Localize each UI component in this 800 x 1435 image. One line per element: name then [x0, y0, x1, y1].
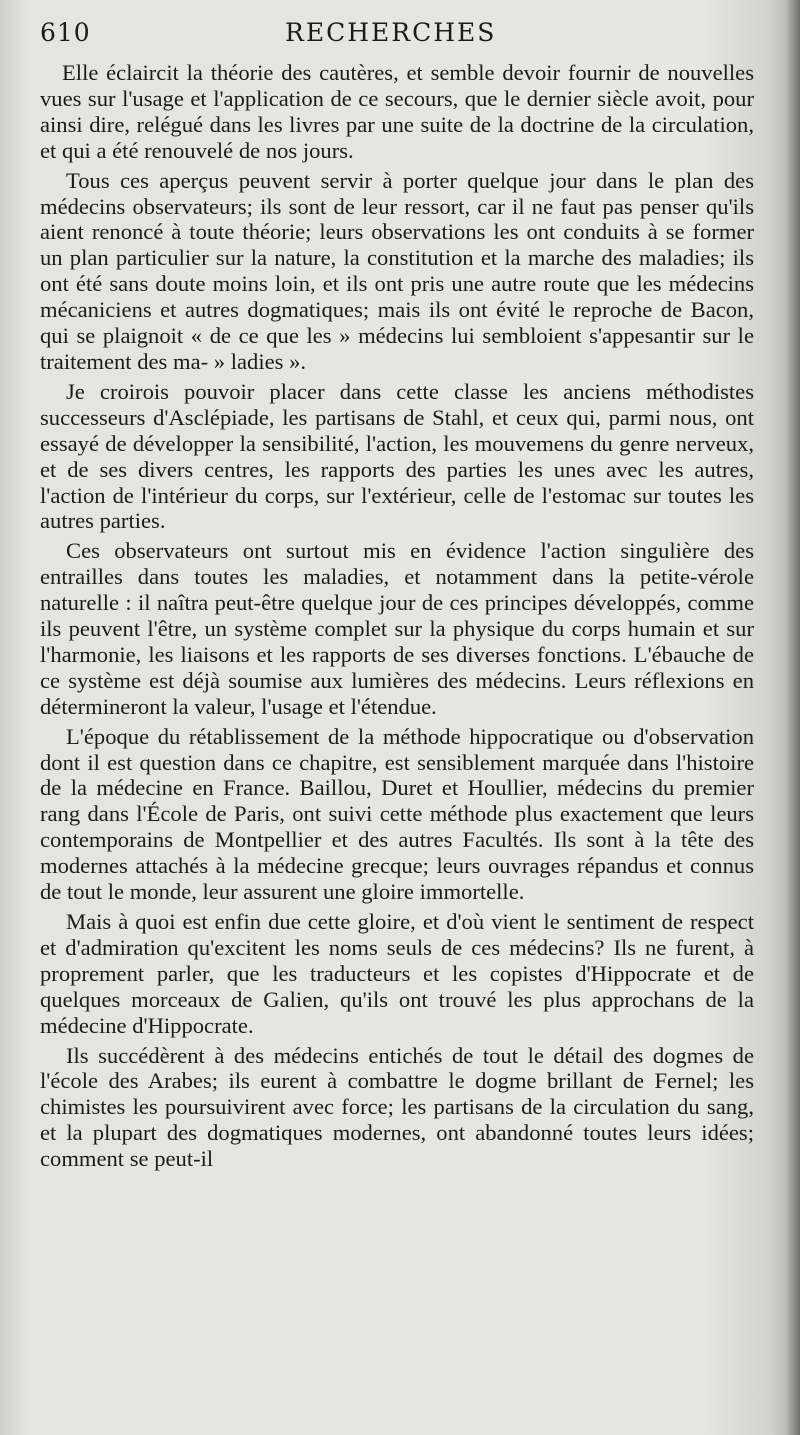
- paragraph: Tous ces aperçus peuvent servir à porter quelque jour dans le plan des médecins observateurs; ils sont de leur ressort, car il ne faut pas penser qu'ils aient renoncé à toute théorie; leurs observations les ont conduits à se former un plan particulier sur la nature, la constitution et la marche des maladies; ils ont été sans doute moins loin, et ils ont pris une autre route que les médecins mécaniciens et autres dogmatiques; mais ils ont évité le reproche de Bacon, qui se plaignoit « de ce que les » médecins lui sembloient s'appesantir sur le traitement des ma- » ladies ».: [40, 167, 754, 374]
- paragraph: Ils succédèrent à des médecins entichés de tout le détail des dogmes de l'école des Arabes; ils eurent à combattre le dogme brillant de Fernel; les chimistes les poursuivirent avec force; les partisans de la circulation du sang, et la plupart des dogmatiques modernes, ont abandonné toutes leurs idées; comment se peut-il: [40, 1042, 754, 1172]
- page-number: 610: [40, 18, 91, 47]
- paragraph: Elle éclaircit la théorie des cautères, et semble devoir fournir de nouvelles vues sur l'usage et l'application de ce secours, que le dernier siècle avoit, pour ainsi dire, relégué dans les livres par une suite de la doctrine de la circulation, et qui a été renouvelé de nos jours.: [40, 60, 754, 163]
- body-text: [40, 60, 754, 1176]
- paragraph: Je croirois pouvoir placer dans cette classe les anciens méthodistes successeurs d'Asclépiade, les partisans de Stahl, et ceux qui, parmi nous, ont essayé de développer la sensibilité, l'action, les mouvemens du genre nerveux, et de ses divers centres, les rapports des parties les unes avec les autres, l'action de l'intérieur du corps, sur l'extérieur, celle de l'estomac sur toutes les autres parties.: [40, 378, 754, 534]
- running-title: RECHERCHES: [285, 18, 497, 47]
- paragraph: Mais à quoi est enfin due cette gloire, et d'où vient le sentiment de respect et d'admiration qu'excitent les noms seuls de ces médecins? Ils ne furent, à proprement parler, que les traducteurs et les copistes d'Hippocrate et de quelques morceaux de Galien, qu'ils ont trouvé les plus approchans de la médecine d'Hippocrate.: [40, 909, 754, 1038]
- paragraph: Ces observateurs ont surtout mis en évidence l'action singulière des entrailles dans toutes les maladies, et notamment dans la petite-vérole naturelle : il naîtra peut-être quelque jour de ces principes développés, comme ils peuvent l'être, un système complet sur la physique du corps humain et sur l'harmonie, les liaisons et les rapports de ses diverses fonctions. L'ébauche de ce système est déjà soumise aux lumières des médecins. Leurs réflexions en détermineront la valeur, l'usage et l'étendue.: [40, 538, 754, 719]
- page-header: [40, 18, 760, 54]
- paragraph: L'époque du rétablissement de la méthode hippocratique ou d'observation dont il est question dans ce chapitre, est sensiblement marquée dans l'histoire de la médecine en France. Baillou, Duret et Houllier, médecins du premier rang dans l'École de Paris, ont suivi cette méthode plus exactement que leurs contemporains de Montpellier et des autres Facultés. Ils sont à la tête des modernes attachés à la médecine grecque; leurs ouvrages répandus et connus de tout le monde, leur assurent une gloire immortelle.: [40, 723, 754, 905]
